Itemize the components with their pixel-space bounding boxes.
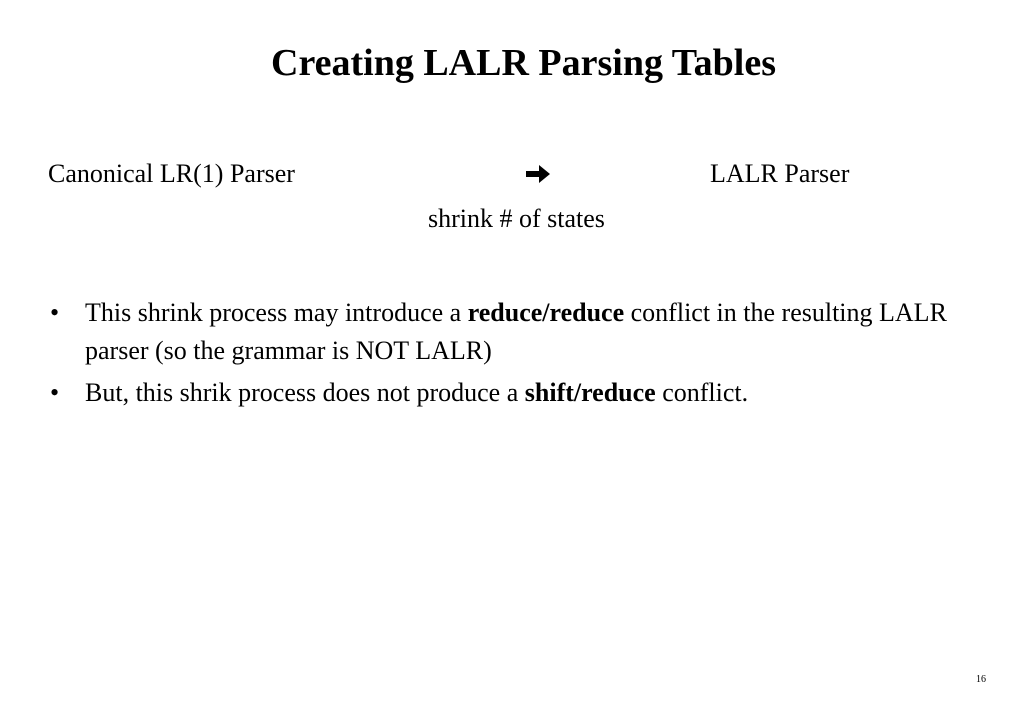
source-parser-label: Canonical LR(1) Parser [48, 159, 295, 188]
transform-caption: shrink # of states [428, 204, 605, 233]
bullet-text: conflict. [655, 378, 749, 407]
bullet-item-reduce-reduce [48, 294, 948, 370]
target-parser-label: LALR Parser [710, 159, 850, 188]
bullet-text: But, this shrik process does not produce a [85, 378, 525, 407]
bullet-marker: • [50, 298, 60, 327]
slide-title: Creating LALR Parsing Tables [271, 42, 776, 84]
page-number: 16 [976, 674, 986, 685]
right-arrow-icon [524, 162, 552, 186]
bullet-list [48, 294, 948, 416]
bullet-text: This shrink process may introduce a [85, 298, 468, 327]
bullet-bold-term: reduce/reduce [467, 298, 625, 327]
bullet-text: conflict in the resulting LALR parser (so the grammar is NOT LALR) [85, 298, 947, 365]
bullet-item-shift-reduce [48, 374, 948, 412]
bullet-marker: • [50, 378, 60, 407]
bullet-bold-term: shift/reduce [524, 378, 656, 407]
